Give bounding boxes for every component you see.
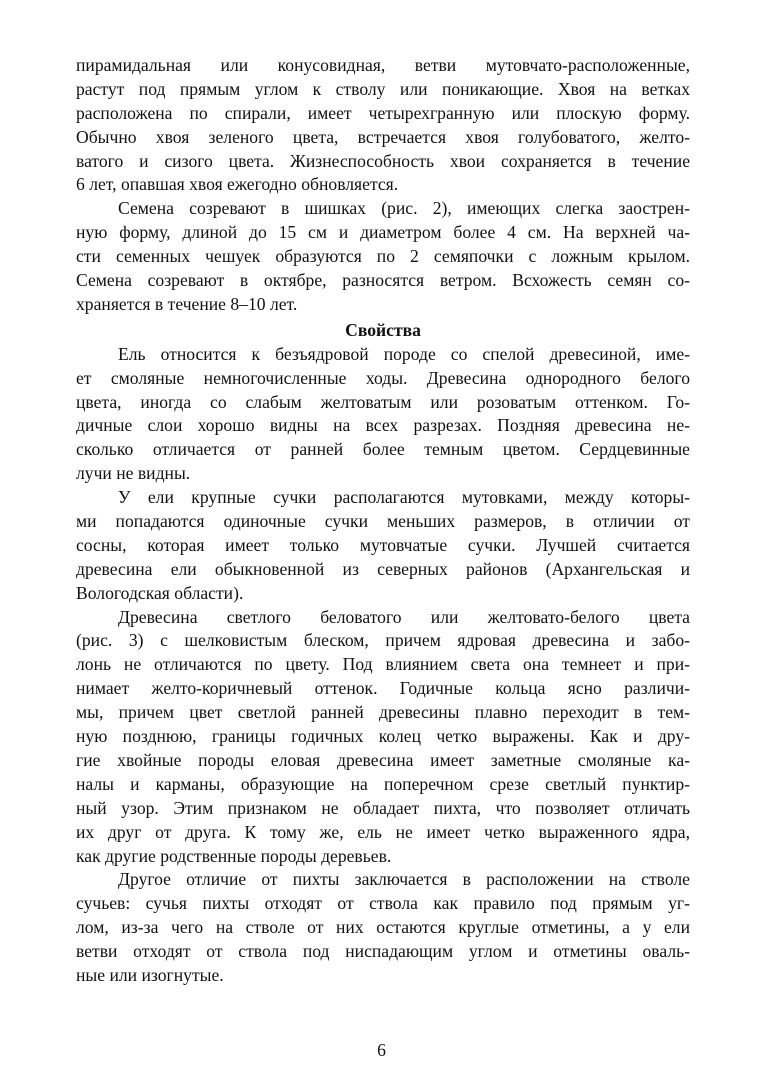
- text-line: растут под прямым углом к стволу или поникающие. Хвоя на ветках: [76, 78, 690, 99]
- text-line: Другое отличие от пихты заключается в расположении на стволе: [118, 869, 690, 890]
- page-body: [76, 54, 690, 988]
- text-line: ет смоляные немногочисленные ходы. Древесина однородного белого: [76, 367, 690, 388]
- text-line: Семена созревают в шишках (рис. 2), имеющих слегка заострен-: [118, 198, 690, 219]
- paragraph-knots: [76, 486, 690, 605]
- text-line: нимает желто-коричневый оттенок. Годичные кольца ясно различи-: [76, 678, 690, 699]
- text-line: ную позднюю, границы годичных колец четко выражены. Как и дру-: [76, 726, 690, 747]
- paragraph-fir-difference: [76, 868, 690, 987]
- paragraph-wood-color: [76, 606, 690, 869]
- text-line: ватого и сизого цвета. Жизнеспособность хвои сохраняется в течение: [76, 150, 690, 171]
- text-line: пирамидальная или конусовидная, ветви мутовчато-расположенные,: [76, 55, 690, 75]
- text-line: Вологодская области).: [76, 582, 244, 603]
- text-line: их друг от друга. К тому же, ель не имеет четко выраженного ядра,: [76, 821, 690, 842]
- text-line: лом, из-за чего на стволе от них остаются круглые отметины, а у ели: [76, 917, 690, 938]
- paragraph-wood-type: [76, 343, 690, 486]
- text-line: как другие родственные породы деревьев.: [76, 845, 392, 866]
- text-line: сти семенных чешуек образуются по 2 семяпочки с ложным крылом.: [76, 246, 690, 267]
- text-line: расположена по спирали, имеет четырехгранную или плоскую форму.: [76, 102, 690, 123]
- text-line: гие хвойные породы еловая древесина имеет заметные смоляные ка-: [76, 749, 690, 770]
- text-line: ми попадаются одиночные сучки меньших размеров, в отличии от: [76, 511, 690, 532]
- text-line: Древесина светлого беловатого или желтовато-белого цвета: [118, 606, 690, 627]
- text-line: лонь не отличаются по цвету. Под влиянием света она темнеет и при-: [76, 654, 690, 675]
- text-line: лучи не видны.: [76, 463, 191, 484]
- text-line: древесина ели обыкновенной из северных районов (Архангельская и: [76, 558, 690, 579]
- text-line: ветви отходят от ствола под ниспадающим углом и отметины оваль-: [76, 941, 690, 962]
- text-line: (рис. 3) с шелковистым блеском, причем ядровая древесина и забо-: [76, 630, 690, 651]
- text-line: мы, причем цвет светлой ранней древесины плавно переходит в тем-: [76, 702, 690, 723]
- text-line: дичные слои хорошо видны на всех разрезах. Поздняя древесина не-: [76, 415, 690, 436]
- text-line: Ель относится к безъядровой породе со спелой древесиной, име-: [118, 343, 690, 364]
- text-line: ные или изогнутые.: [76, 964, 224, 985]
- text-line: ный узор. Этим признаком не обладает пихта, что позволяет отличать: [76, 797, 690, 818]
- text-line: сосны, которая имеет только мутовчатые сучки. Лучшей считается: [76, 534, 690, 555]
- text-line: храняется в течение 8–10 лет.: [76, 293, 298, 314]
- paragraph-needles: [76, 54, 690, 197]
- text-line: Семена созревают в октябре, разносятся ветром. Всхожесть семян со-: [76, 270, 690, 291]
- text-line: сколько отличается от ранней более темным цветом. Сердцевинные: [76, 439, 690, 460]
- text-line: Обычно хвоя зеленого цвета, встречается хвоя голубоватого, желто-: [76, 126, 690, 147]
- text-line: сучьев: сучья пихты отходят от ствола как правило под прямым уг-: [76, 893, 690, 914]
- text-line: У ели крупные сучки располагаются мутовками, между которы-: [118, 487, 690, 508]
- text-line: налы и карманы, образующие на поперечном срезе светлый пунктир-: [76, 773, 690, 794]
- text-line: цвета, иногда со слабым желтоватым или розоватым оттенком. Го-: [76, 391, 690, 412]
- page-number: 6: [377, 1040, 386, 1060]
- text-line: ную форму, длиной до 15 см и диаметром более 4 см. На верхней ча-: [76, 222, 690, 243]
- section-heading: Свойства: [345, 319, 421, 340]
- paragraph-seeds: [76, 197, 690, 316]
- text-line: 6 лет, опавшая хвоя ежегодно обновляется.: [76, 174, 399, 195]
